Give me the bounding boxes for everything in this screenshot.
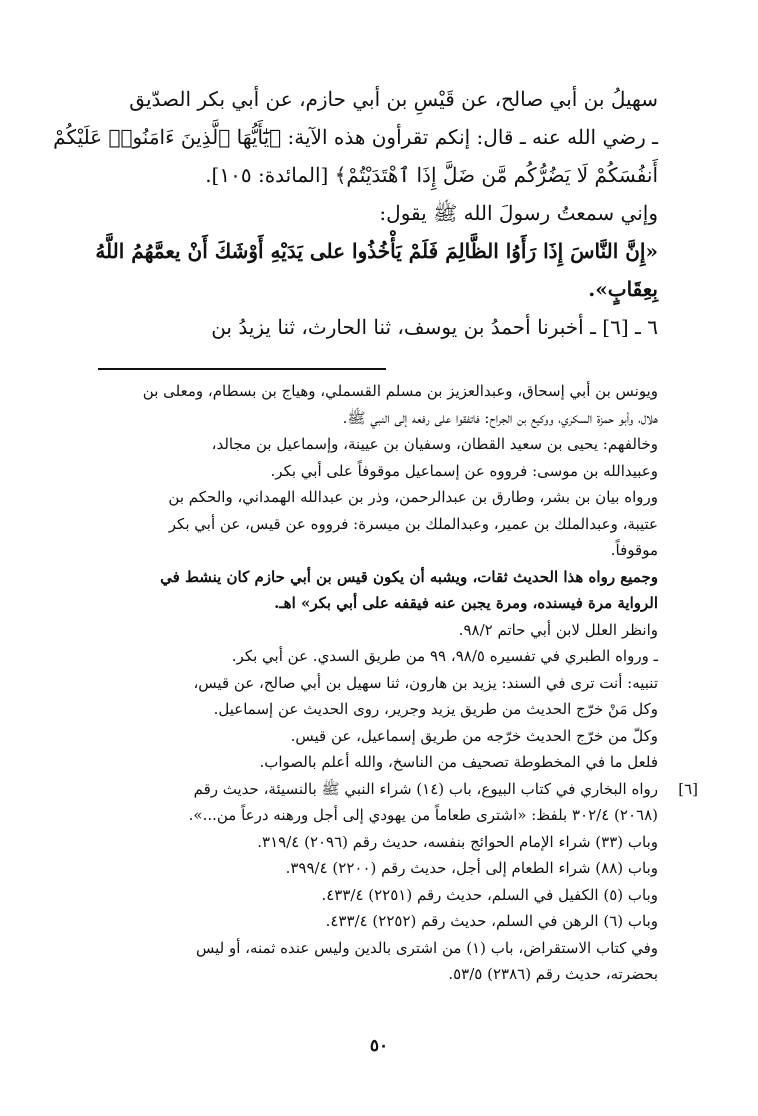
main-line: ٦ ـ [٦] ـ أخبرنا أحمدُ بن يوسف، ثنا الحارث، ثنا يزيدُ بن bbox=[211, 315, 658, 339]
footnote-line: وباب (٣٣) شراء الإمام الحوائج بنفسه، حديث رقم (٢٠٩٦) ٣١٩/٤. bbox=[257, 832, 658, 851]
hadith-line: «إِنَّ النَّاسَ إِذَا رَأَوُا الظَّالِمَ فَلَمْ يَأْخُذُوا على يَدَيْهِ أَوْشَكَ أَنْ يعمَّهُمُ اللَّهُ bbox=[95, 239, 658, 263]
footnote-line: وعبيدالله بن موسى: فرووه عن إسماعيل موقوفاً على أبي بكر. bbox=[270, 461, 658, 480]
footnote-line: الرواية مرة فيسنده، ومرة يجبن عنه فيقفه على أبي بكر» اهـ. bbox=[274, 594, 658, 612]
footnote-marker: [٦] bbox=[678, 779, 698, 798]
main-line: ـ رضي الله عنه ـ قال: إنكم تقرأون هذه الآية: ﴿يَٰٓأَيُّهَا ٱلَّذِينَ ءَامَنُوا۟ عَلَيْكُمْ bbox=[53, 125, 658, 149]
footnote-line: ورواه بيان بن بشر، وطارق بن عبدالرحمن، وذر بن عبدالله الهمداني، والحكم بن bbox=[168, 488, 658, 506]
footnote-divider bbox=[98, 368, 386, 370]
footnote-line: تنبيه: أنت ترى في السند: يزيد بن هارون، ثنا سهيل بن أبي صالح، عن قيس، bbox=[193, 673, 658, 692]
page-number: ٥٠ bbox=[369, 1036, 389, 1056]
footnote-line: فلعل ما في المخطوطة تصحيف من الناسخ، والله أعلم بالصواب. bbox=[259, 753, 658, 771]
footnote-line: وباب (٦) الرهن في السلم، حديث رقم (٢٢٥٢) ٤٣٣/٤. bbox=[325, 912, 658, 930]
footnote-line-with-marker bbox=[96, 776, 698, 803]
footnote-line: وكل مَنْ خرّج الحديث من طريق يزيد وجرير، روى الحديث عن إسماعيل. bbox=[213, 700, 658, 718]
footnote-line: وباب (٨٨) شراء الطعام إلى أجل، حديث رقم (٢٢٠٠) ٣٩٩/٤. bbox=[285, 859, 658, 877]
footnote-line: عتيبة، وعبدالملك بن عمير، وعبدالملك بن ميسرة: فرووه عن قيس، عن أبي بكر bbox=[168, 514, 658, 533]
footnote-text: رواه البخاري في كتاب البيوع، باب (١٤) شراء النبي ﷺ بالنسيئة، حديث رقم bbox=[193, 779, 658, 798]
footnotes bbox=[96, 378, 698, 988]
footnote-line: ـ ورواه الطبري في تفسيره ٩٨/٥، ٩٩ من طريق السدي. عن أبي بكر. bbox=[231, 647, 658, 665]
footnote-line: وباب (٥) الكفيل في السلم، حديث رقم (٢٢٥١) ٤٣٣/٤. bbox=[321, 885, 658, 904]
footnote-line: ويونس بن أبي إسحاق، وعبدالعزيز بن مسلم القسملي، وهياج بن بسطام، ومعلى بن bbox=[142, 382, 658, 400]
main-line: سهيلُ بن أبي صالح، عن قَيْسِ بن أبي حازم، عن أبي بكر الصدّيق bbox=[129, 87, 658, 111]
footnote-line: هلال، وأبو حمزة السكري، ووكيع بن الجراح: فاتفقوا على رفعه إلى النبي ﷺ. bbox=[342, 408, 658, 427]
footnote-line: موقوفاً. bbox=[610, 541, 658, 559]
hadith-line: بِعِقَابٍ». bbox=[588, 277, 658, 301]
footnote-line: وانظر العلل لابن أبي حاتم ٩٨/٢. bbox=[458, 620, 658, 639]
main-line: أَنفُسَكُمْ لَا يَضُرُّكُم مَّن ضَلَّ إِذَا ٱهْتَدَيْتُمْ﴾ [المائدة: ١٠٥]. bbox=[205, 163, 658, 187]
footnote-line: وجميع رواه هذا الحديث ثقات، ويشبه أن يكون قيس بن أبي حازم كان ينشط في bbox=[160, 567, 658, 586]
footnote-line: وكلّ من خرّج الحديث خرّجه من طريق إسماعيل، عن قيس. bbox=[290, 726, 658, 745]
main-line: وإني سمعتُ رسولَ الله ﷺ يقول: bbox=[379, 201, 658, 225]
footnote-line: وفي كتاب الاستقراض، باب (١) من اشترى بالدين وليس عنده ثمنه، أو ليس bbox=[195, 938, 658, 957]
footnote-line: بحضرته، حديث رقم (٢٣٨٦) ٥٣/٥. bbox=[448, 965, 658, 983]
footnote-line: (٢٠٦٨) ٣٠٢/٤ بلفظ: «اشترى طعاماً من يهودي إلى أجل ورهنه درعاً من...». bbox=[188, 806, 658, 824]
main-text bbox=[53, 80, 658, 346]
footnote-line: وخالفهم: يحيى بن سعيد القطان، وسفيان بن عيينة، وإسماعيل بن مجالد، bbox=[211, 435, 658, 453]
